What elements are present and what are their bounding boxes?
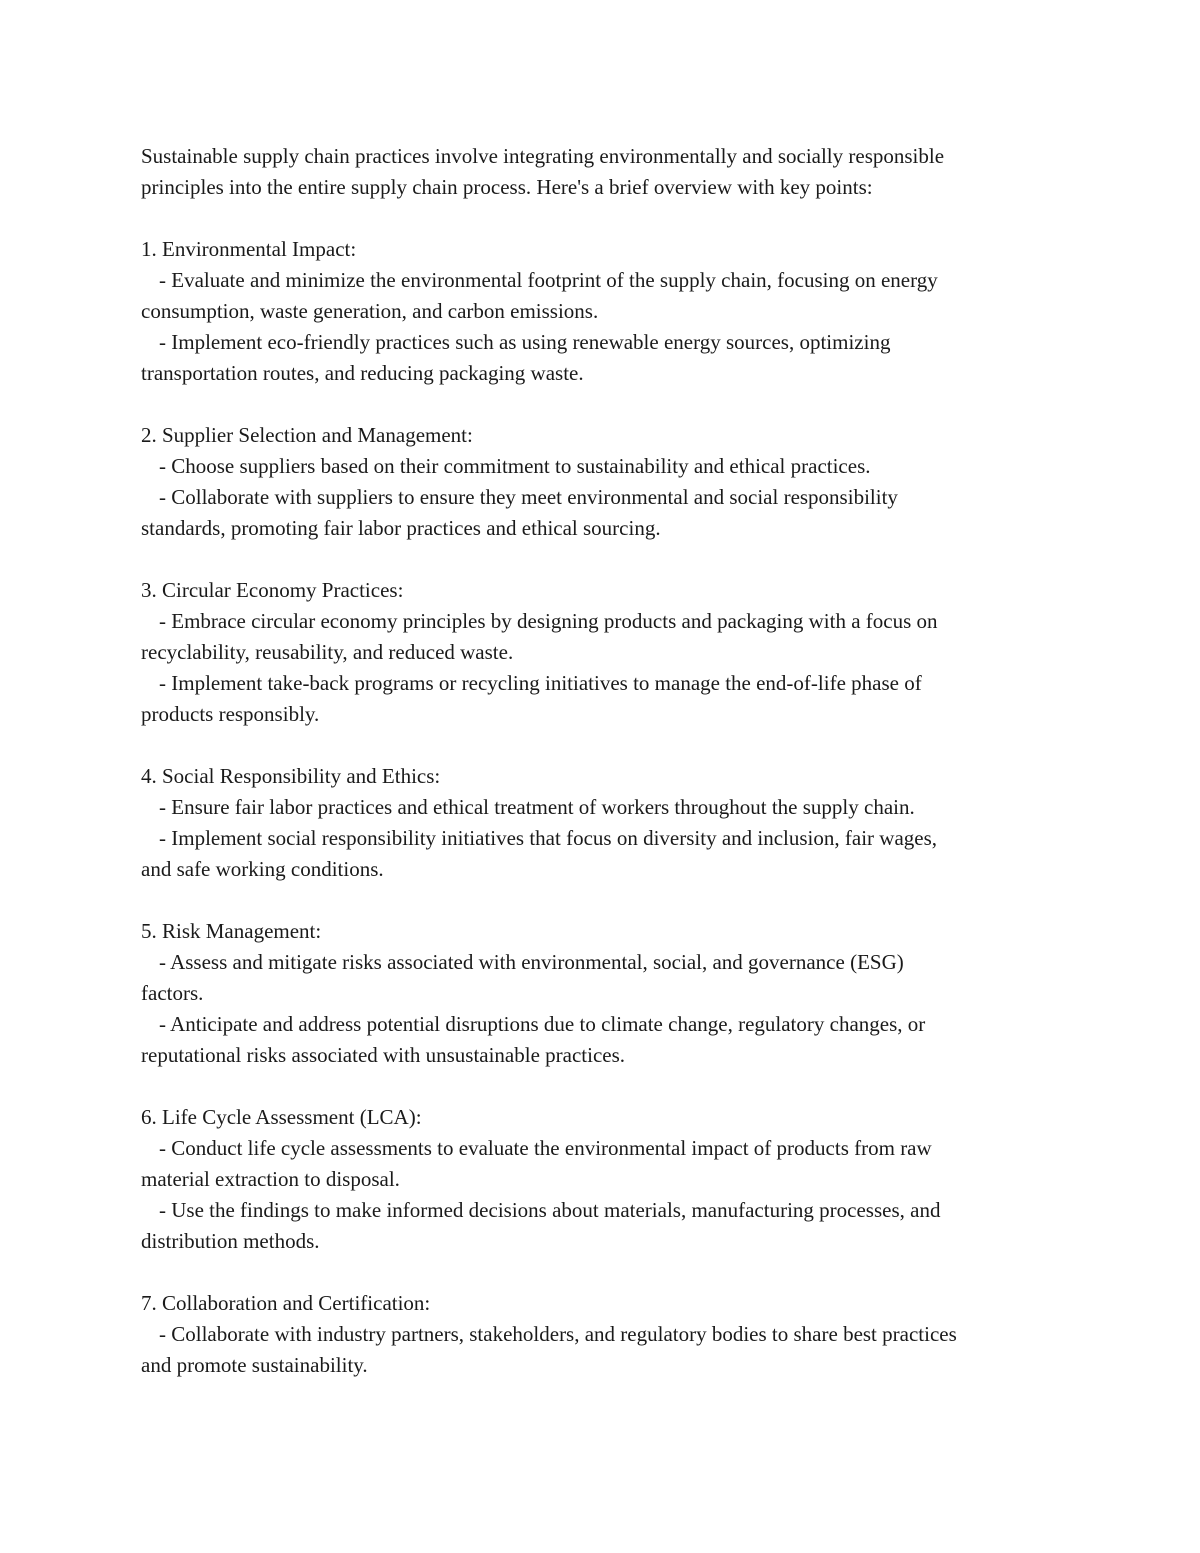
section-heading: 5. Risk Management: <box>141 919 322 943</box>
bullet-continuation: factors. <box>141 981 204 1005</box>
intro-line: principles into the entire supply chain process. Here's a brief overview with key points: <box>141 175 873 199</box>
paragraph-spacer <box>141 885 1071 916</box>
bullet-continuation: products responsibly. <box>141 702 320 726</box>
paragraph-spacer <box>141 203 1071 234</box>
section-heading: 4. Social Responsibility and Ethics: <box>141 764 441 788</box>
bullet-line: - Collaborate with suppliers to ensure they meet environmental and social responsibility <box>159 485 898 509</box>
paragraph-spacer <box>141 389 1071 420</box>
paragraph-spacer <box>141 730 1071 761</box>
bullet-line: - Implement social responsibility initiatives that focus on diversity and inclusion, fair wages, <box>159 826 938 850</box>
paragraph-spacer <box>141 1257 1071 1288</box>
bullet-line: - Conduct life cycle assessments to evaluate the environmental impact of products from raw <box>159 1136 932 1160</box>
section-environmental-impact <box>141 234 1071 389</box>
section-social-responsibility <box>141 761 1071 885</box>
section-life-cycle-assessment <box>141 1102 1071 1257</box>
bullet-line: - Ensure fair labor practices and ethical treatment of workers throughout the supply chain. <box>159 795 915 819</box>
bullet-continuation: reputational risks associated with unsustainable practices. <box>141 1043 626 1067</box>
section-heading: 6. Life Cycle Assessment (LCA): <box>141 1105 422 1129</box>
paragraph-spacer <box>141 544 1071 575</box>
bullet-continuation: and safe working conditions. <box>141 857 384 881</box>
bullet-continuation: standards, promoting fair labor practices and ethical sourcing. <box>141 516 661 540</box>
bullet-continuation: and promote sustainability. <box>141 1353 368 1377</box>
bullet-continuation: material extraction to disposal. <box>141 1167 400 1191</box>
section-heading: 1. Environmental Impact: <box>141 237 357 261</box>
section-circular-economy <box>141 575 1071 730</box>
section-risk-management <box>141 916 1071 1071</box>
bullet-line: - Anticipate and address potential disruptions due to climate change, regulatory changes, or <box>159 1012 926 1036</box>
section-heading: 7. Collaboration and Certification: <box>141 1291 431 1315</box>
intro-paragraph <box>141 141 1071 203</box>
bullet-line: - Use the findings to make informed decisions about materials, manufacturing processes, and <box>159 1198 941 1222</box>
bullet-continuation: distribution methods. <box>141 1229 320 1253</box>
section-heading: 2. Supplier Selection and Management: <box>141 423 473 447</box>
bullet-line: - Collaborate with industry partners, stakeholders, and regulatory bodies to share best practices <box>159 1322 957 1346</box>
bullet-line: - Implement take-back programs or recycling initiatives to manage the end-of-life phase of <box>159 671 922 695</box>
bullet-continuation: transportation routes, and reducing packaging waste. <box>141 361 584 385</box>
paragraph-spacer <box>141 1071 1071 1102</box>
bullet-continuation: consumption, waste generation, and carbon emissions. <box>141 299 599 323</box>
bullet-line: - Embrace circular economy principles by designing products and packaging with a focus on <box>159 609 938 633</box>
section-supplier-selection <box>141 420 1071 544</box>
section-collaboration-certification <box>141 1288 1071 1381</box>
intro-line: Sustainable supply chain practices involve integrating environmentally and socially responsible <box>141 144 945 168</box>
bullet-line: - Assess and mitigate risks associated with environmental, social, and governance (ESG) <box>159 950 904 974</box>
bullet-line: - Evaluate and minimize the environmental footprint of the supply chain, focusing on energy <box>159 268 938 292</box>
bullet-line: - Choose suppliers based on their commitment to sustainability and ethical practices. <box>159 454 871 478</box>
document-body <box>141 141 1071 1381</box>
section-heading: 3. Circular Economy Practices: <box>141 578 404 602</box>
bullet-line: - Implement eco-friendly practices such as using renewable energy sources, optimizing <box>159 330 891 354</box>
bullet-continuation: recyclability, reusability, and reduced waste. <box>141 640 514 664</box>
